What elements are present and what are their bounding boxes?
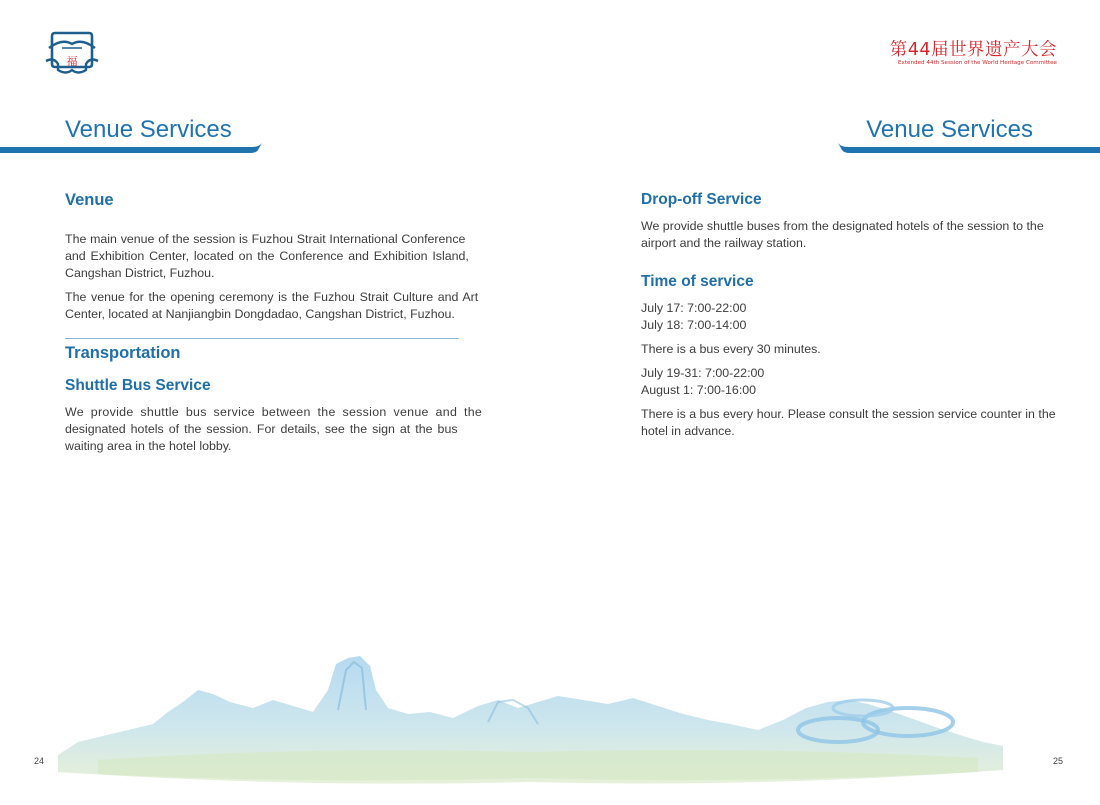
- page-title-right: Venue Services: [866, 116, 1033, 143]
- venue-paragraph-2: [65, 289, 479, 323]
- page-number-left: 24: [34, 756, 45, 766]
- text-line: We provide shuttle buses from the designated hotels of the session to the: [641, 219, 1044, 233]
- venue-paragraph-1: [65, 231, 469, 282]
- schedule-block-1: [641, 300, 746, 334]
- frequency-note-2: [641, 406, 1056, 440]
- conference-logo: [44, 30, 100, 80]
- transportation-heading: Transportation: [65, 344, 181, 362]
- schedule-line: July 19-31: 7:00-22:00: [641, 366, 765, 380]
- text-line: hotel in advance.: [641, 424, 735, 438]
- schedule-line: July 18: 7:00-14:00: [641, 318, 747, 332]
- logo-character: 福: [66, 55, 78, 68]
- page-title-left: Venue Services: [65, 116, 232, 143]
- frequency-note-1: There is a bus every 30 minutes.: [641, 342, 821, 356]
- shuttle-bus-heading: Shuttle Bus Service: [65, 377, 211, 394]
- schedule-block-2: [641, 365, 764, 399]
- title-underline-right: [838, 142, 1100, 154]
- text-line: The main venue of the session is Fuzhou Strait International Conference: [65, 232, 466, 246]
- text-line: and Exhibition Center, located on the Conference and Exhibition Island,: [65, 249, 469, 263]
- schedule-line: August 1: 7:00-16:00: [641, 383, 757, 397]
- venue-heading: Venue: [65, 191, 114, 209]
- text-line: Center, located at Nanjiangbin Dongdadao, Cangshan District, Fuzhou.: [65, 307, 455, 321]
- text-line: We provide shuttle bus service between the session venue and the: [65, 405, 483, 419]
- shuttle-bus-paragraph: [65, 404, 483, 455]
- text-line: Cangshan District, Fuzhou.: [65, 266, 215, 280]
- text-line: The venue for the opening ceremony is the Fuzhou Strait Culture and Art: [65, 290, 479, 304]
- text-line: designated hotels of the session. For details, see the sign at the bus: [65, 422, 458, 436]
- dropoff-paragraph: [641, 218, 1044, 252]
- text-line: airport and the railway station.: [641, 236, 807, 250]
- dropoff-heading: Drop-off Service: [641, 191, 762, 208]
- text-line: waiting area in the hotel lobby.: [65, 439, 232, 453]
- schedule-line: July 17: 7:00-22:00: [641, 301, 747, 315]
- time-of-service-heading: Time of service: [641, 273, 754, 290]
- page-number-right: 25: [1053, 756, 1064, 766]
- title-underline-left: [0, 142, 262, 154]
- city-skyline-illustration: [58, 650, 1003, 790]
- brand-title-cn: 第44届世界遗产大会: [889, 40, 1057, 60]
- brand-title-en: Extended 44th Session of the World Heritage Committee: [898, 60, 1057, 66]
- text-line: There is a bus every hour. Please consult the session service counter in the: [641, 407, 1056, 421]
- section-divider: [65, 338, 459, 339]
